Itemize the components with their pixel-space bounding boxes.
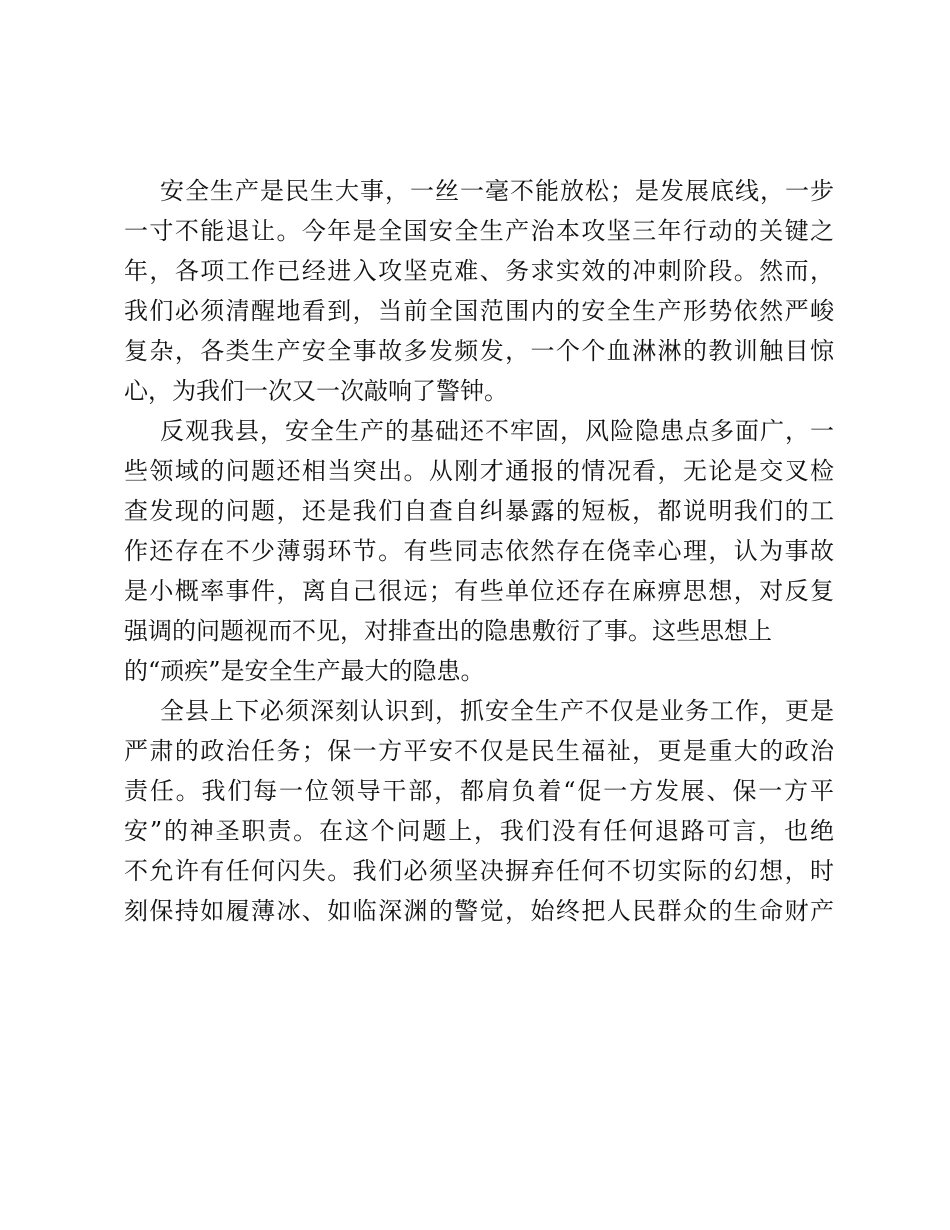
paragraph-1 xyxy=(124,171,834,411)
text-line: 复杂，各类生产安全事故多发频发，一个个血淋淋的教训触目惊 xyxy=(124,337,834,365)
text-line: 一寸不能退让。今年是全国安全生产治本攻坚三年行动的关键之 xyxy=(124,217,834,245)
text-line: 严肃的政治任务；保一方平安不仅是民生福祉，更是重大的政治 xyxy=(124,737,834,765)
text-line: 反观我县，安全生产的基础还不牢固，风险隐患点多面广，一 xyxy=(160,417,834,445)
text-line: 心，为我们一次又一次敲响了警钟。 xyxy=(124,377,508,405)
text-line: 责任。我们每一位领导干部，都肩负着“促一方发展、保一方平 xyxy=(124,777,834,805)
paragraph-3 xyxy=(124,691,834,931)
text-line: 些领域的问题还相当突出。从刚才通报的情况看，无论是交叉检 xyxy=(124,457,834,485)
text-line: 是小概率事件，离自己很远；有些单位还存在麻痹思想，对反复 xyxy=(124,577,834,605)
text-line: 的“顽疾”是安全生产最大的隐患。 xyxy=(124,657,485,685)
document-body xyxy=(124,171,834,931)
text-line: 安”的神圣职责。在这个问题上，我们没有任何退路可言，也绝 xyxy=(124,817,834,845)
text-line: 安全生产是民生大事，一丝一毫不能放松；是发展底线，一步 xyxy=(160,177,834,205)
text-line: 刻保持如履薄冰、如临深渊的警觉，始终把人民群众的生命财产 xyxy=(124,897,834,925)
text-line: 作还存在不少薄弱环节。有些同志依然存在侥幸心理，认为事故 xyxy=(124,537,834,565)
paragraph-2 xyxy=(124,411,834,691)
text-line: 强调的问题视而不见，对排查出的隐患敷衍了事。这些思想上 xyxy=(124,617,772,645)
text-line: 全县上下必须深刻认识到，抓安全生产不仅是业务工作，更是 xyxy=(160,697,834,725)
text-line: 不允许有任何闪失。我们必须坚决摒弃任何不切实际的幻想，时 xyxy=(124,857,834,885)
text-line: 查发现的问题，还是我们自查自纠暴露的短板，都说明我们的工 xyxy=(124,497,834,525)
text-line: 年，各项工作已经进入攻坚克难、务求实效的冲刺阶段。然而， xyxy=(124,257,834,285)
text-line: 我们必须清醒地看到，当前全国范围内的安全生产形势依然严峻 xyxy=(124,297,834,325)
